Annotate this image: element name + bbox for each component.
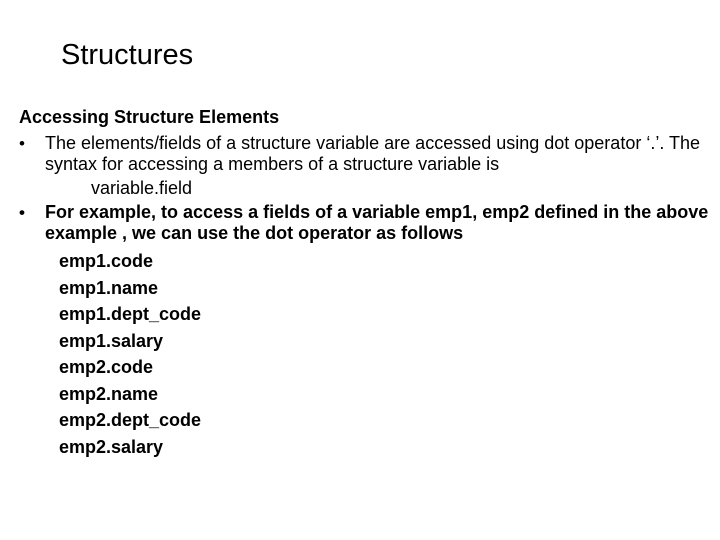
- code-example-item: emp1.name: [59, 277, 159, 298]
- section-heading: Accessing Structure Elements: [19, 107, 280, 127]
- bullet-marker: •: [19, 203, 25, 222]
- code-example-list: [19, 248, 709, 460]
- code-example-item: emp2.name: [59, 383, 159, 404]
- bullet-text: For example, to access a fields of a variable emp1, emp2 defined in the above example , we can use the dot operator as follows: [45, 202, 709, 243]
- code-example-item: emp2.dept_code: [59, 410, 202, 430]
- bullet-marker: •: [19, 134, 25, 153]
- bullet-text: The elements/fields of a structure variable are accessed using dot operator ‘.’. The syntax for accessing a members of a structure variable is: [45, 133, 701, 174]
- bullet-item-2: [19, 202, 709, 244]
- code-example-item: emp2.salary: [59, 436, 164, 457]
- code-example-item: emp1.code: [59, 251, 154, 271]
- code-example-item: emp1.dept_code: [59, 304, 202, 324]
- slide-content: [19, 106, 709, 460]
- syntax-example: variable.field: [91, 178, 193, 198]
- code-example-item: emp2.code: [59, 357, 154, 377]
- bullet-item-1: [19, 133, 709, 175]
- slide-title: Structures: [61, 39, 194, 71]
- code-example-item: emp1.salary: [59, 330, 164, 351]
